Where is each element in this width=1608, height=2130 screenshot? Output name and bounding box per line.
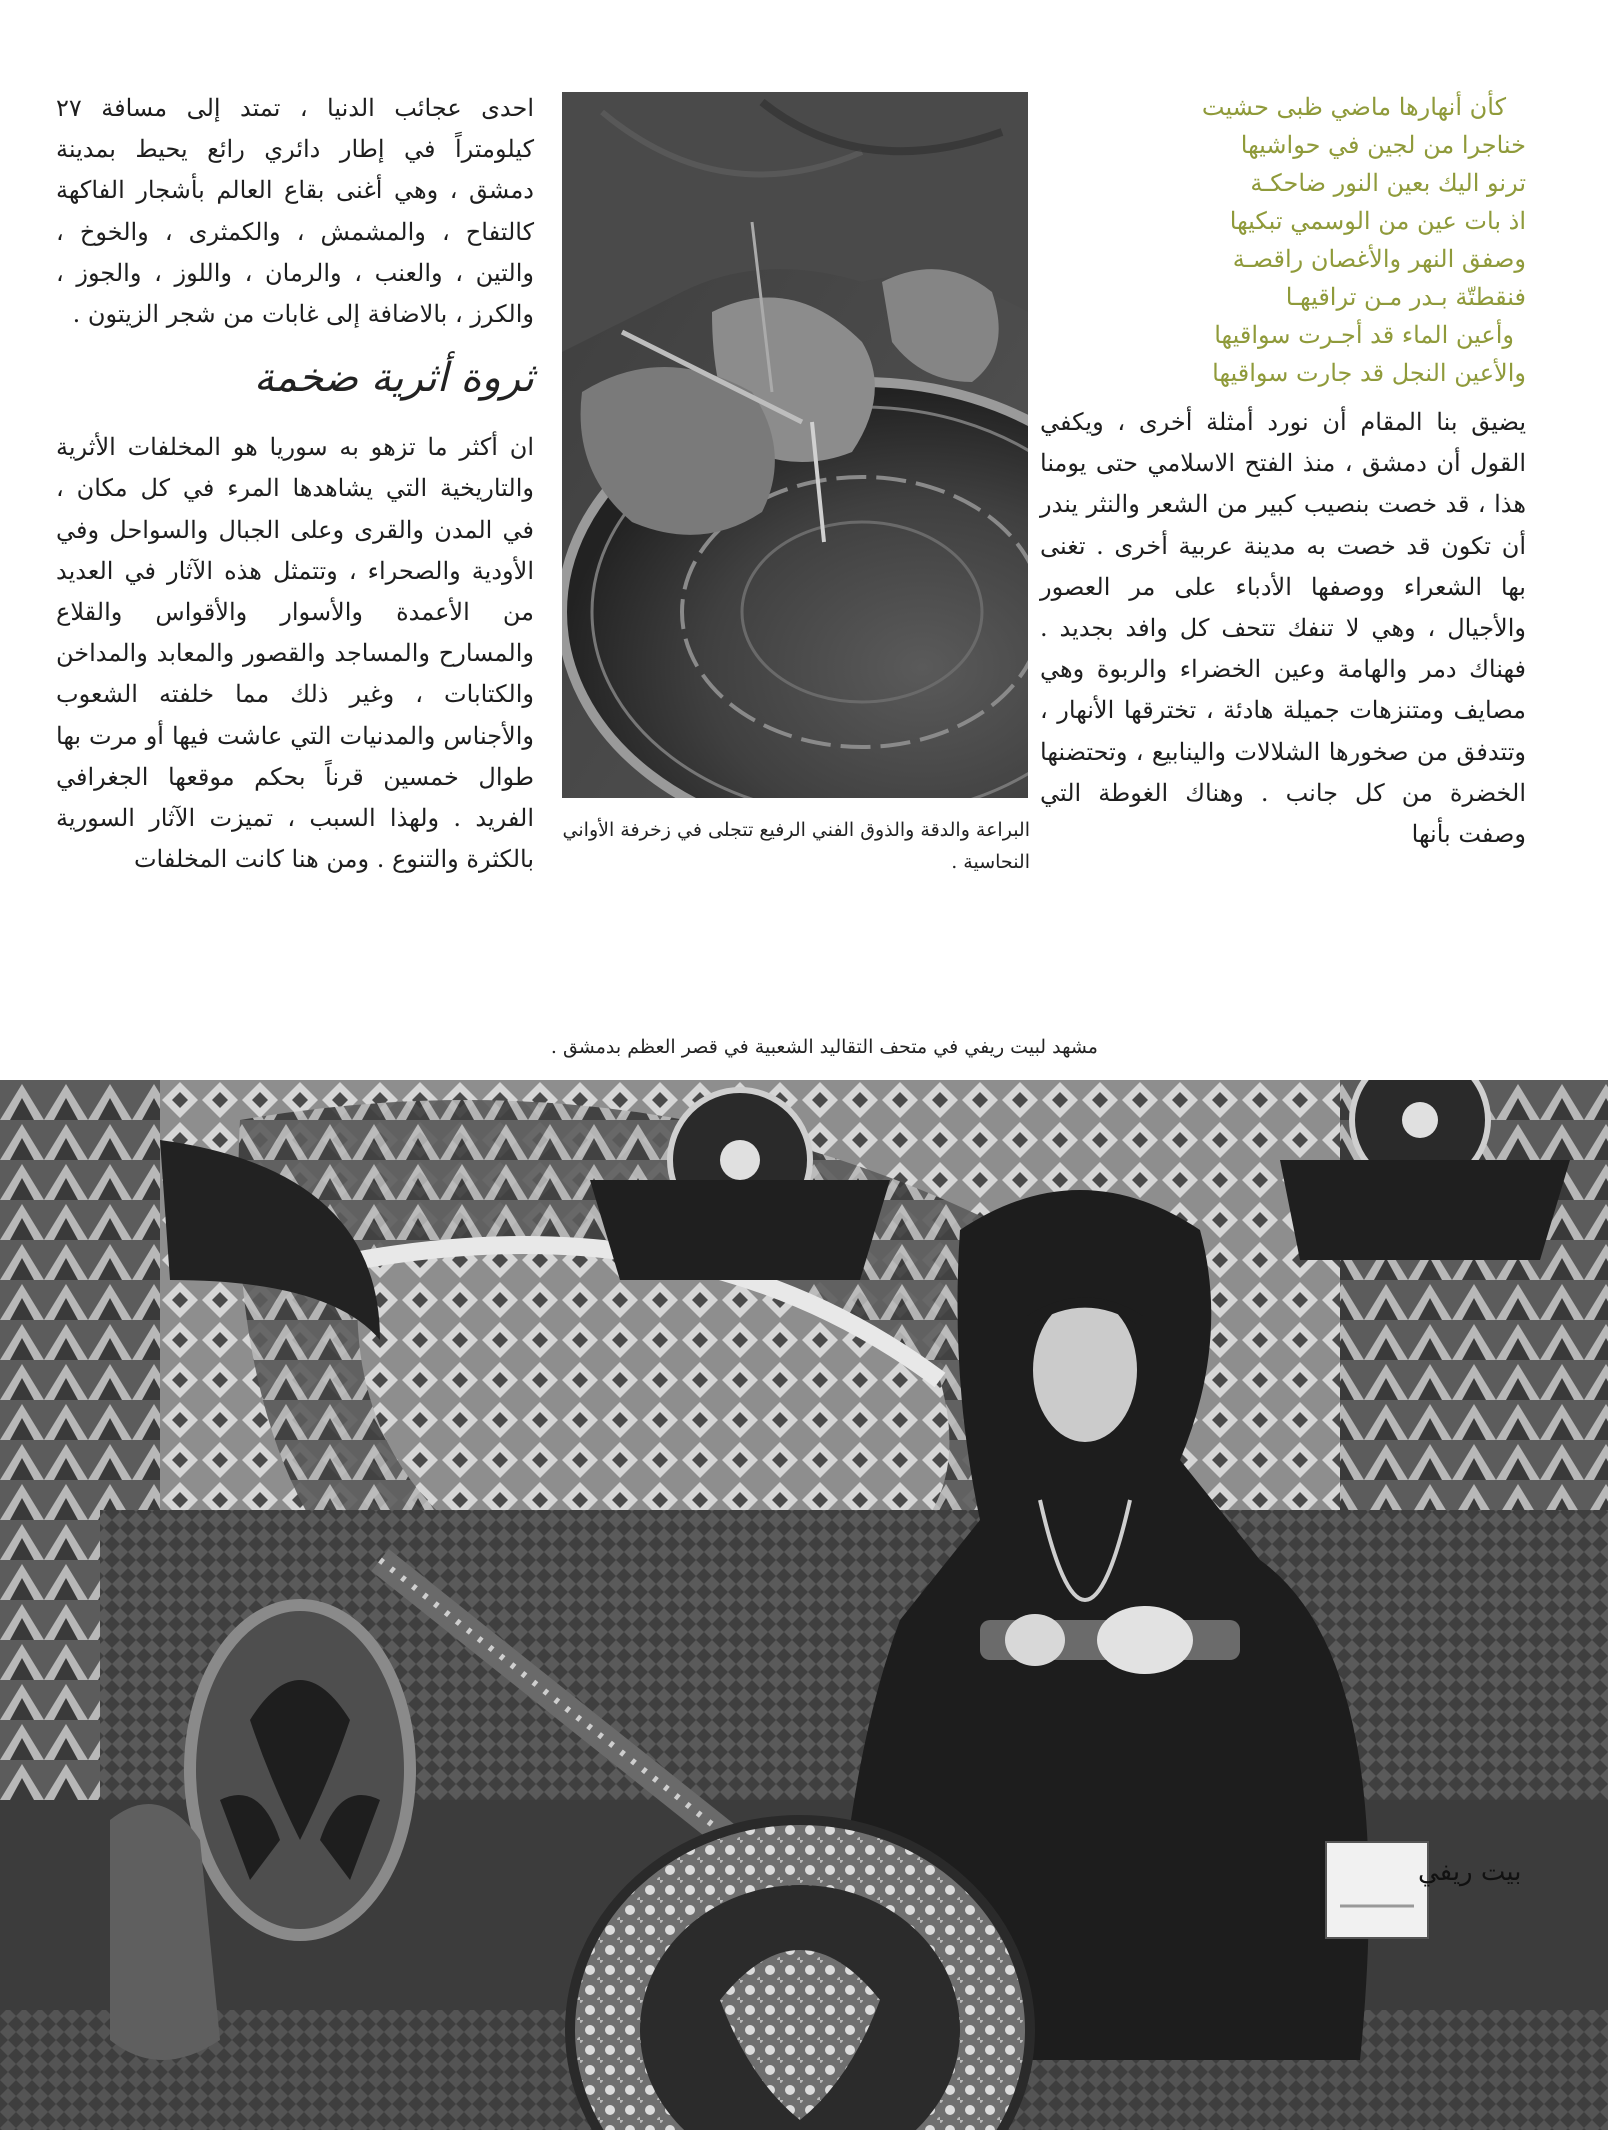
poem-line: وأعين الماء قد أجـرت سواقيها (1214, 321, 1514, 349)
rural-house-museum-photo (0, 1080, 1608, 2130)
poem-line: ترنو اليك بعين النور ضاحكـة (1250, 169, 1526, 197)
right-column-paragraph: يضيق بنا المقام أن نورد أمثلة أخرى ، ويكفي القول أن دمشق ، منذ الفتح الاسلامي حتى يومنا هذا ، قد خصت بنصيب كبير من الشعر والنثر يندر أن تكون قد خصت به مدينة عربية أخرى . تغنى بها الشعراء ووصفها الأدباء على مر العصور والأجيال ، وهي لا تنفك تتحف كل وافد بجديد . فهناك دمر والهامة وعين الخضراء والربوة وهي مصايف ومتنزهات جميلة هادئة ، تخترقها الأنهار ، وتتدفق من صخورها الشلالات والينابيع ، وتحتضنها الخضرة من كل جانب . وهناك الغوطة التي وصفت بأنها (1040, 408, 1526, 849)
poem-line: فنقطتّة بـدر مـن تراقيهـا (1285, 283, 1526, 311)
copper-engraving-photo (562, 92, 1028, 798)
section-heading: ثروة أثرية ضخمة (253, 355, 534, 402)
poem-line: وصفق النهر والأغصان راقصـة (1232, 245, 1526, 273)
left-column-paragraph-top: احدى عجائب الدنيا ، تمتد إلى مسافة ٢٧ كيلومتراً في إطار دائري رائع يحيط بمدينة دمشق ، وهي أغنى بقاع العالم بأشجار الفاكهة كالتفاح ، والمشمش ، والكمثرى ، والخوخ ، والتين ، والعنب ، والرمان ، واللوز ، والجوز ، والكرز ، بالاضافة إلى غابات من شجر الزيتون . (56, 94, 534, 329)
left-column (56, 88, 534, 880)
photo-caption-bottom: مشهد لبيت ريفي في متحف التقاليد الشعبية في قصر العظم بدمشق . (550, 1036, 1098, 1058)
photo-caption-top: البراعة والدقة والذوق الفني الرفيع تتجلى في زخرفة الأواني النحاسية . (562, 819, 1030, 873)
museum-sign-text: بيت ريفي (1418, 1857, 1522, 1887)
poem-line: اذ بات عين من الوسمي تبكيها (1229, 207, 1526, 235)
left-column-paragraph-bottom: ان أكثر ما تزهو به سوريا هو المخلفات الأثرية والتاريخية التي يشاهدها المرء في كل مكان ، في المدن والقرى وعلى الجبال والسواحل وفي الأودية والصحراء ، وتتمثل هذه الآثار في العديد من الأعمدة والأسوار والأقواس والقلاع والمسارح والمساجد والقصور والمعابد والمداخن والكتابات ، وغير ذلك مما خلفته الشعوب والأجناس والمدنيات التي عاشت فيها أو مرت بها طوال خمسين قرناً بحكم موقعها الجغرافي الفريد . ولهذا السبب ، تميزت الآثار السورية بالكثرة والتنوع . ومن هنا كانت المخلفات (56, 433, 534, 874)
poem-line: خناجرا من لجين في حواشيها (1240, 131, 1526, 159)
poem-line: والأعين النجل قد جارت سواقيها (1212, 359, 1526, 387)
poem-line: كأن أنهارها ماضي ظبى حشيت (1201, 93, 1506, 121)
poem (1040, 88, 1526, 392)
right-column (1040, 88, 1526, 855)
